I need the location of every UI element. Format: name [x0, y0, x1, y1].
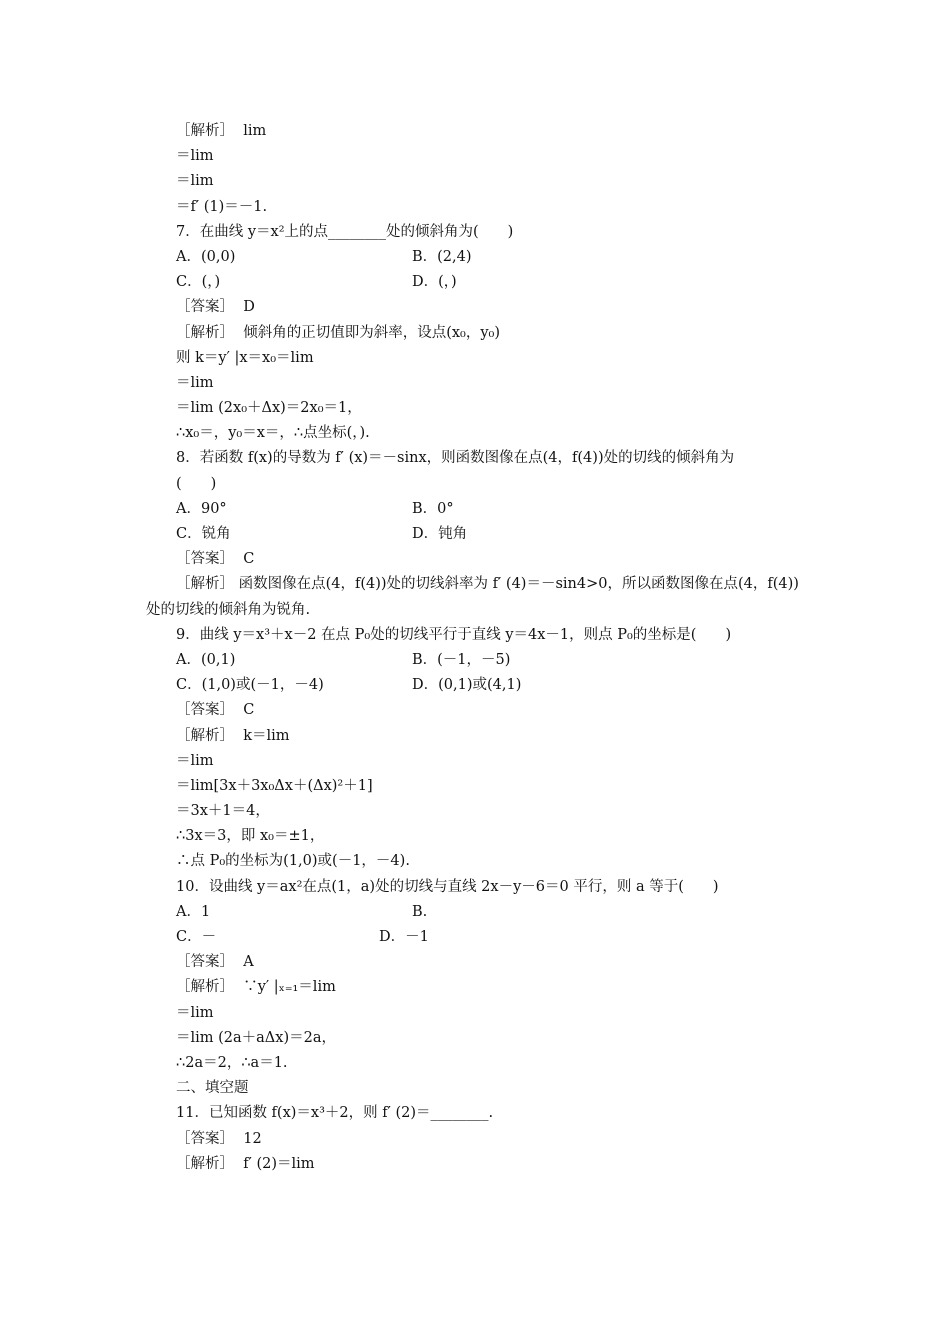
- solution-line: ＝lim (2a＋aΔx)＝2a，: [176, 1029, 336, 1046]
- question-9-options-row-2: [146, 673, 812, 698]
- question-8-paren: ( ): [176, 475, 217, 492]
- question-10-options-row-1: [146, 900, 812, 925]
- option-d: D．钝角: [412, 526, 468, 543]
- document-body: [146, 119, 812, 1177]
- option-a: A．1: [176, 903, 211, 920]
- option-b: B．(－1，－5): [412, 651, 511, 668]
- answer-8: ［答案］ C: [176, 551, 255, 568]
- option-c: C．－: [176, 929, 217, 946]
- answer-9: ［答案］ C: [176, 702, 255, 719]
- answer-7: ［答案］ D: [176, 299, 255, 316]
- solution-line: ＝lim: [176, 374, 214, 391]
- solution-line: ［解析］ f′ (2)＝lim: [176, 1155, 315, 1172]
- solution-line: ＝lim (2x₀＋Δx)＝2x₀＝1，: [176, 400, 362, 417]
- solution-8: ［解析］ 函数图像在点(4，f(4))处的切线斜率为 f′ (4)＝－sin4>0，所以函数图像在点(4，f(4))处的切线的倾斜角为锐角.: [146, 576, 799, 618]
- question-11: 11．已知函数 f(x)＝x³＋2，则 f′ (2)＝________.: [176, 1105, 494, 1122]
- option-a: A．90°: [176, 500, 227, 517]
- question-7-options-row-2: [146, 270, 812, 295]
- option-d: D．(，): [412, 274, 457, 291]
- question-8-options-row-2: [146, 522, 812, 547]
- question-9: 9．曲线 y＝x³＋x－2 在点 P₀处的切线平行于直线 y＝4x－1，则点 P₀的坐标是( ): [176, 626, 732, 643]
- option-d: D．(0,1)或(4,1): [412, 677, 522, 694]
- solution-line: 则 k＝y′ |x＝x₀＝lim: [176, 349, 314, 366]
- question-7: 7．在曲线 y＝x²上的点________处的倾斜角为( ): [176, 223, 514, 240]
- answer-11: ［答案］ 12: [176, 1130, 262, 1147]
- solution-line: ＝3x＋1＝4，: [176, 803, 270, 820]
- solution-line: ∴2a＝2，∴a＝1.: [176, 1054, 288, 1071]
- solution-line: ∴3x＝3，即 x₀＝±1，: [176, 828, 325, 845]
- question-7-options-row-1: [146, 245, 812, 270]
- option-c: C．(，): [176, 274, 221, 291]
- solution-line: ［解析］ k＝lim: [176, 727, 290, 744]
- option-c: C．锐角: [176, 526, 231, 543]
- text-line: ＝f′ (1)＝－1.: [176, 198, 268, 215]
- solution-line: ∴x₀＝，y₀＝x＝，∴点坐标(，).: [176, 425, 370, 442]
- solution-line: ＝lim: [176, 1004, 214, 1021]
- solution-line: ＝lim[3x＋3x₀Δx＋(Δx)²＋1]: [176, 777, 373, 794]
- option-b: B．0°: [412, 500, 454, 517]
- text-line: ［解析］ lim: [176, 123, 267, 139]
- option-b: B.: [412, 903, 428, 920]
- text-line: ＝lim: [176, 148, 214, 165]
- solution-line: ［解析］ 倾斜角的正切值即为斜率，设点(x₀，y₀): [176, 324, 501, 341]
- question-8-options-row-1: [146, 497, 812, 522]
- option-a: A．(0,1): [176, 651, 236, 668]
- answer-10: ［答案］ A: [176, 954, 254, 971]
- option-d: D．－1: [379, 929, 429, 946]
- question-9-options-row-1: [146, 648, 812, 673]
- option-a: A．(0,0): [176, 248, 236, 265]
- solution-line: ∴点 P₀的坐标为(1,0)或(－1，－4).: [176, 853, 410, 870]
- solution-line: ［解析］ ∵y′ |ₓ₌₁＝lim: [176, 979, 336, 996]
- question-10-options-row-2: [146, 925, 812, 950]
- option-c: C．(1,0)或(－1，－4): [176, 677, 324, 694]
- text-line: ＝lim: [176, 173, 214, 190]
- section-heading: 二、填空题: [176, 1080, 249, 1097]
- question-8: 8．若函数 f(x)的导数为 f′ (x)＝－sinx，则函数图像在点(4，f(4))处的切线的倾斜角为: [176, 450, 735, 467]
- question-10: 10．设曲线 y＝ax²在点(1，a)处的切线与直线 2x－y－6＝0 平行，则 a 等于( ): [176, 878, 719, 895]
- solution-line: ＝lim: [176, 752, 214, 769]
- option-b: B．(2,4): [412, 248, 472, 265]
